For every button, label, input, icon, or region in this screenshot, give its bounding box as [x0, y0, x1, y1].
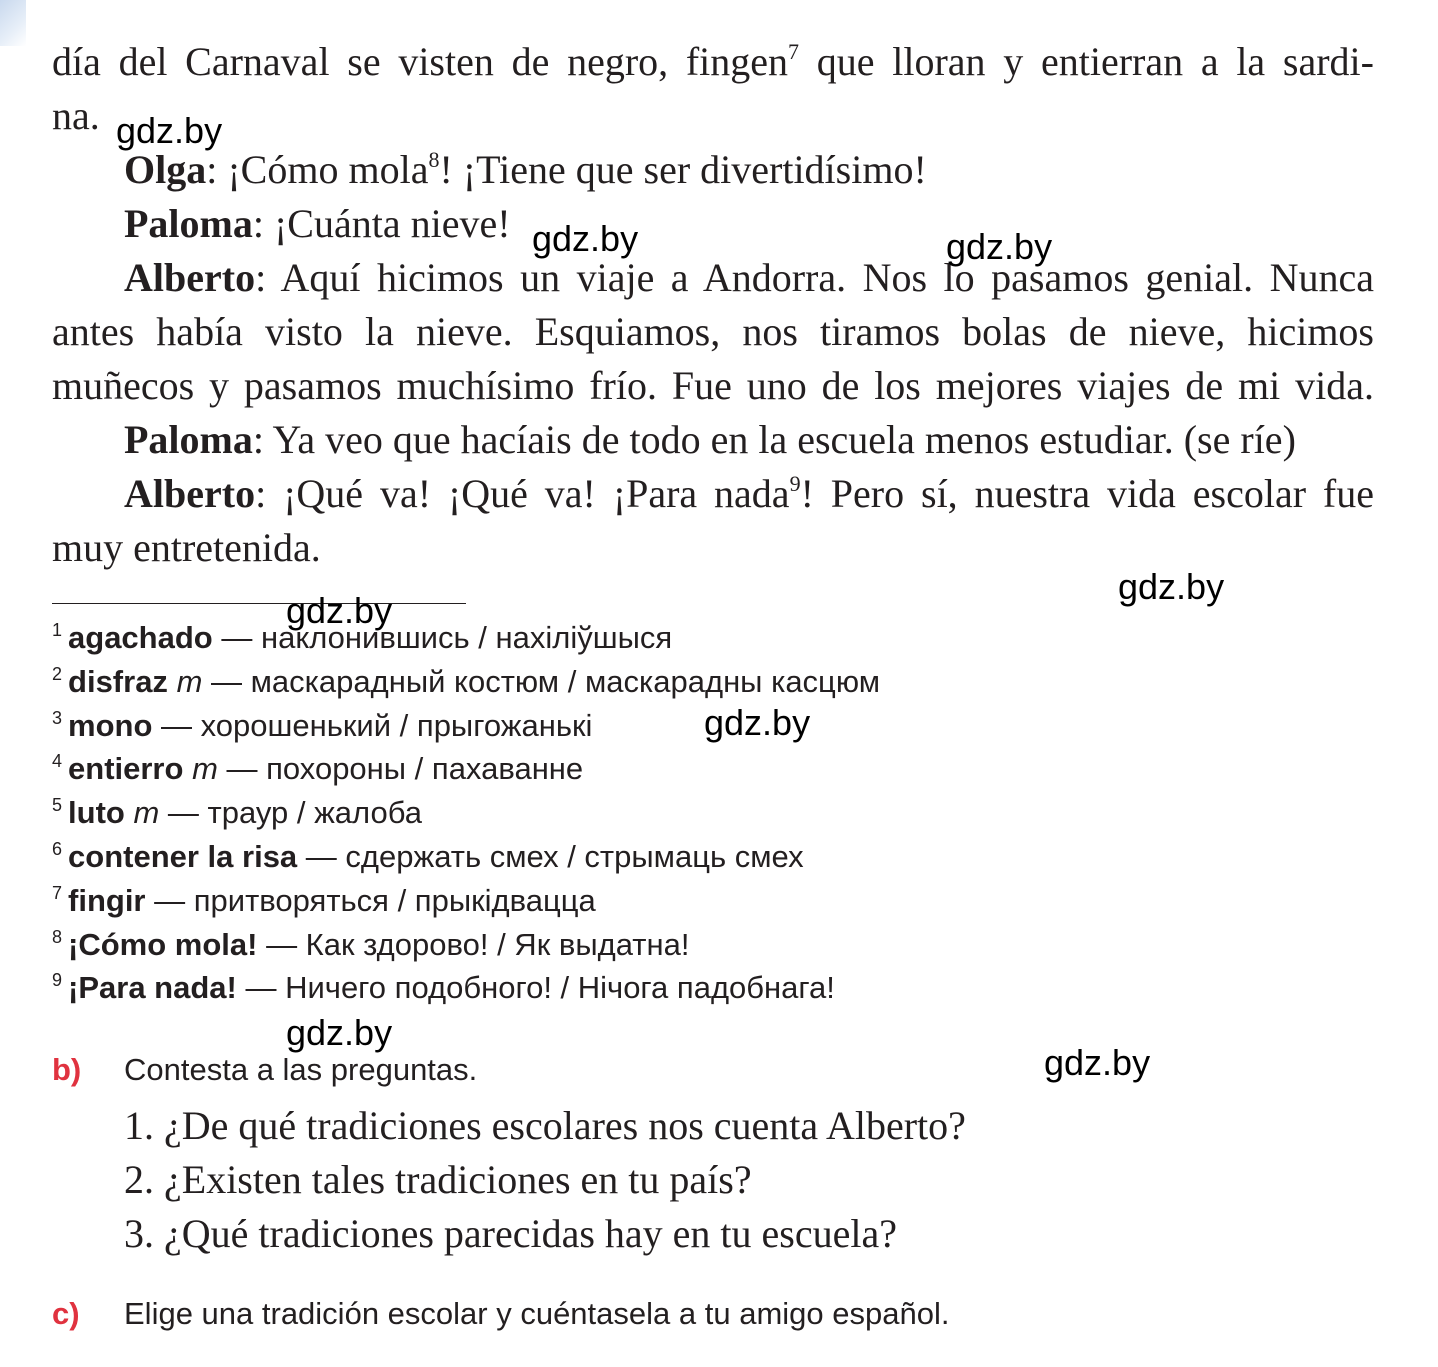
footnote-number: 4 — [52, 751, 63, 772]
footnote-number: 3 — [52, 707, 63, 728]
dialogue-paloma-2 — [124, 416, 1296, 463]
footnote-item — [52, 839, 804, 875]
footnote-gender: m — [192, 751, 218, 787]
footnote-item — [52, 927, 689, 963]
dialogue-text: ! ¡Tiene que ser divertidísimo! — [439, 147, 927, 192]
dialogue-text: : ¡Cuánta nieve! — [252, 201, 511, 246]
watermark: gdz.by — [286, 590, 393, 631]
footnote-translation: — маскарадный костюм / маскарадны касцюм — [202, 663, 881, 699]
speaker-name: Paloma — [124, 201, 253, 246]
footnote-number: 8 — [52, 926, 63, 947]
footnote-term: ¡Cómo mola! — [68, 926, 258, 962]
dialogue-text: que lloran y entierran a la sardi- — [799, 39, 1374, 84]
task-b-question-1: 1. ¿De qué tradiciones escolares nos cuenta Alberto? — [124, 1103, 966, 1148]
footnote-translation: — притворяться / прыкідвацца — [145, 882, 596, 918]
footnote-item — [52, 664, 880, 700]
task-b-instruction: Contesta a las preguntas. — [124, 1052, 478, 1087]
watermark: gdz.by — [532, 218, 639, 259]
footnote-term: disfraz — [68, 663, 168, 699]
dialogue-alberto-1-line-3: muñecos y pasamos muchísimo frío. Fue uno de los mejores viajes de mi vida. — [52, 363, 1374, 408]
footnote-term: agachado — [68, 620, 213, 655]
dialogue-text: : ¡Qué va! ¡Qué va! ¡Para nada — [255, 471, 790, 516]
footnote-gender: m — [176, 663, 203, 699]
footnote-gender: m — [133, 795, 160, 831]
dialogue-alberto-1 — [124, 254, 1374, 301]
footnote-number: 9 — [52, 970, 63, 991]
task-b-question-2: 2. ¿Existen tales tradiciones en tu país? — [124, 1157, 752, 1202]
speaker-name: Alberto — [124, 255, 256, 300]
watermark: gdz.by — [704, 702, 811, 743]
task-b-question-3: 3. ¿Qué tradiciones parecidas hay en tu escuela? — [124, 1211, 897, 1256]
footnote-ref-7: 7 — [788, 39, 800, 64]
footnote-translation: — Как здорово! / Як выдатна! — [257, 926, 690, 962]
watermark: gdz.by — [946, 226, 1053, 267]
dialogue-line-2: na. — [52, 93, 100, 138]
footnote-term: entierro — [68, 751, 184, 787]
footnote-ref-9: 9 — [789, 471, 801, 496]
watermark: gdz.by — [1118, 566, 1225, 607]
dialogue-alberto-2 — [124, 470, 1374, 517]
dialogue-text: : Aquí hicimos un viaje a Andorra. Nos lo pasamos genial. Nunca — [255, 255, 1374, 300]
watermark: gdz.by — [1044, 1042, 1151, 1083]
footnote-number: 2 — [52, 663, 63, 684]
speaker-name: Alberto — [124, 471, 256, 516]
footnote-item — [52, 795, 422, 831]
watermark: gdz.by — [116, 110, 223, 151]
footnote-item — [52, 883, 596, 919]
footnote-term: fingir — [68, 882, 146, 918]
footnote-item — [52, 970, 835, 1006]
dialogue-text: ! Pero sí, nuestra vida escolar fue — [800, 471, 1374, 516]
footnote-item — [52, 708, 592, 744]
footnote-divider — [52, 603, 466, 604]
footnote-ref-8: 8 — [428, 147, 440, 172]
footnote-number: 6 — [52, 839, 63, 859]
task-c-letter: c) — [52, 1296, 80, 1331]
dialogue-paloma-1 — [124, 200, 511, 247]
dialogue-line-1 — [52, 38, 1374, 85]
footnote-translation: — хорошенький / прыгожанькі — [152, 707, 593, 743]
footnote-translation: — сдержать смех / стрымаць смех — [297, 839, 804, 874]
footnote-term: ¡Para nada! — [68, 970, 237, 1006]
dialogue-olga — [124, 146, 927, 193]
speaker-name: Olga — [124, 147, 207, 192]
footnote-number: 7 — [52, 882, 63, 903]
task-b-letter: b) — [52, 1052, 82, 1087]
page-corner-decoration — [0, 0, 26, 46]
speaker-name: Paloma — [124, 417, 253, 462]
footnote-translation: — траур / жалоба — [159, 795, 423, 831]
watermark: gdz.by — [286, 1012, 393, 1053]
footnote-item — [52, 751, 583, 787]
footnote-term: luto — [68, 795, 125, 831]
footnote-number: 1 — [52, 620, 63, 640]
dialogue-text: : Ya veo que hacíais de todo en la escuela menos estudiar. (se ríe) — [252, 417, 1296, 462]
dialogue-text: : ¡Cómo mola — [206, 147, 429, 192]
footnote-translation: — Ничего подобного! / Нічога падобнага! — [236, 970, 835, 1006]
dialogue-alberto-2-line-2: muy entretenida. — [52, 525, 321, 570]
footnote-term: contener la risa — [68, 839, 298, 874]
footnote-translation: — наклонившись / нахіліўшыся — [212, 620, 673, 655]
footnote-term: mono — [68, 707, 153, 743]
footnote-translation: — похороны / пахаванне — [217, 751, 584, 787]
dialogue-alberto-1-line-2: antes había visto la nieve. Esquiamos, nos tiramos bolas de nieve, hicimos — [52, 309, 1374, 354]
footnote-number: 5 — [52, 795, 63, 816]
task-c-instruction: Elige una tradición escolar y cuéntasela a tu amigo español. — [124, 1296, 950, 1331]
dialogue-text: día del Carnaval se visten de negro, fingen — [52, 39, 789, 84]
